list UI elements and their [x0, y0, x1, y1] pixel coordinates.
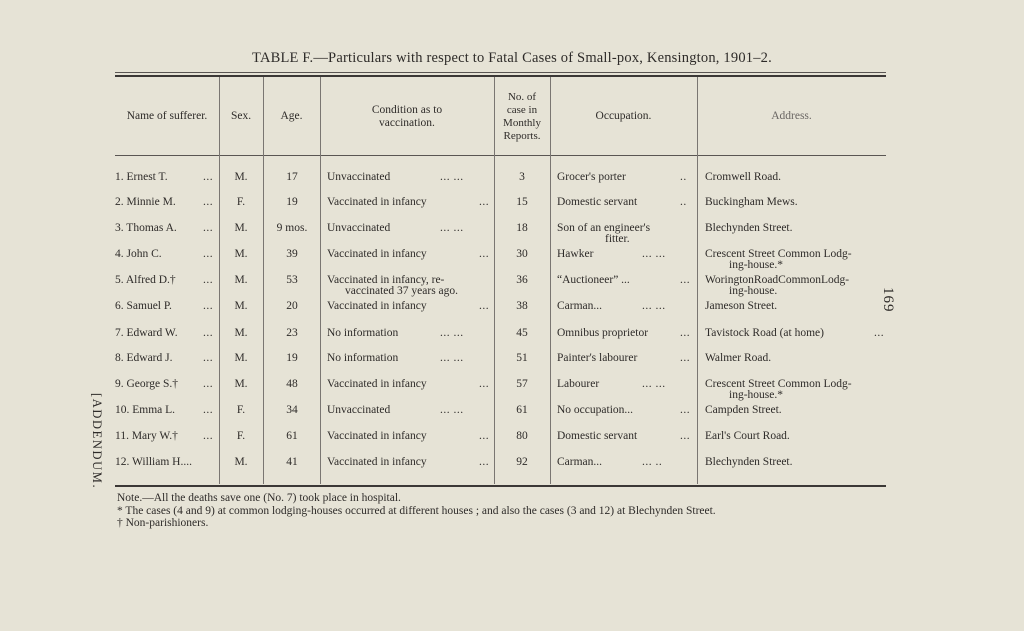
header-condition — [320, 78, 494, 155]
header-occupation-text: Occupation. — [595, 110, 652, 122]
vaccination-condition: Vaccinated in infancy — [327, 248, 427, 260]
header-name — [115, 78, 219, 155]
table-top-rule-thick — [115, 75, 886, 77]
header-name-text: Name of sufferer. — [126, 110, 208, 122]
footnote-non-parishioners: † Non-parishioners. — [117, 517, 209, 529]
age-value: 19 — [286, 196, 298, 208]
header-occupation — [550, 78, 697, 155]
case-number: 3 — [519, 171, 525, 183]
leader-dots: ... — [203, 248, 214, 260]
occupation-value: Domestic servant — [557, 196, 638, 208]
sufferer-name: 8. Edward J. — [115, 352, 173, 364]
leader-dots: ... ... — [440, 171, 464, 183]
header-address — [697, 78, 886, 155]
footnote-lodging-houses: * The cases (4 and 9) at common lodging-houses occurred at different houses ; and also the cases (3 and 12) at Blechynden Street. — [117, 504, 716, 517]
case-number: 61 — [516, 404, 528, 416]
header-case-line1: No. of — [507, 90, 537, 103]
sufferer-name: 2. Minnie M. — [115, 196, 176, 208]
occupation-value: Grocer's porter — [557, 171, 626, 183]
address-value-cont: ing-house.* — [729, 259, 783, 271]
sex-value: M. — [234, 274, 248, 286]
age-value: 53 — [286, 274, 298, 286]
vaccination-condition: No information — [327, 327, 399, 339]
age-value: 34 — [286, 404, 298, 416]
header-case-line4: Reports. — [503, 129, 541, 142]
vaccination-condition-cont: vaccinated 37 years ago. — [345, 285, 459, 297]
case-number: 51 — [516, 352, 528, 364]
leader-dots: ... — [680, 327, 691, 339]
address-value: Campden Street. — [705, 404, 782, 416]
leader-dots: ... ... — [642, 378, 666, 390]
vaccination-condition: Vaccinated in infancy — [327, 196, 427, 208]
case-number: 36 — [516, 274, 528, 286]
leader-dots: ... ... — [440, 404, 464, 416]
sufferer-name: 9. George S.† — [115, 378, 179, 390]
leader-dots: ... — [203, 196, 214, 208]
sex-value: M. — [234, 378, 248, 390]
leader-dots: ... — [479, 196, 490, 208]
occupation-value: No occupation... — [557, 404, 634, 416]
case-number: 18 — [516, 222, 528, 234]
sex-value: M. — [234, 352, 248, 364]
vaccination-condition: Unvaccinated — [327, 171, 391, 183]
occupation-value: Labourer — [557, 378, 600, 390]
age-value: 39 — [286, 248, 298, 260]
age-value: 19 — [286, 352, 298, 364]
leader-dots: ... — [203, 274, 214, 286]
sex-value: F. — [236, 196, 246, 208]
case-number: 92 — [516, 456, 528, 468]
header-age-text: Age. — [280, 110, 303, 122]
sex-value: F. — [236, 430, 246, 442]
leader-dots: ... — [203, 222, 214, 234]
table-bottom-rule — [115, 485, 886, 487]
leader-dots: ... — [874, 327, 885, 339]
occupation-value: Domestic servant — [557, 430, 638, 442]
leader-dots: ... .. — [642, 456, 663, 468]
address-value: Tavistock Road (at home) — [705, 327, 824, 339]
age-value: 61 — [286, 430, 298, 442]
sufferer-name: 6. Samuel P. — [115, 300, 172, 312]
leader-dots: ... — [203, 378, 214, 390]
address-value: Crescent Street Common Lodg- — [705, 248, 852, 260]
address-value: Blechynden Street. — [705, 222, 793, 234]
case-number: 15 — [516, 196, 528, 208]
sufferer-name: 3. Thomas A. — [115, 222, 177, 234]
age-value: 17 — [286, 171, 298, 183]
leader-dots: ... — [203, 352, 214, 364]
case-number: 80 — [516, 430, 528, 442]
leader-dots: ... — [479, 300, 490, 312]
case-number: 57 — [516, 378, 528, 390]
table-title: TABLE F.—Particulars with respect to Fatal Cases of Small-pox, Kensington, 1901–2. — [252, 50, 772, 66]
address-value: Earl's Court Road. — [705, 430, 790, 442]
leader-dots: .. — [680, 196, 687, 208]
leader-dots: ... ... — [440, 222, 464, 234]
leader-dots: ... ... — [440, 352, 464, 364]
occupation-value: “Auctioneer” ... — [557, 274, 630, 286]
occupation-value: Hawker — [557, 248, 594, 260]
leader-dots: ... — [680, 430, 691, 442]
header-address-text: Address. — [771, 110, 812, 122]
leader-dots: ... — [479, 378, 490, 390]
address-value: Cromwell Road. — [705, 171, 782, 183]
footnote-hospital: Note.—All the deaths save one (No. 7) took place in hospital. — [117, 492, 401, 504]
age-value: 23 — [286, 327, 298, 339]
leader-dots: ... — [203, 171, 214, 183]
occupation-value: Painter's labourer — [557, 352, 638, 364]
address-value: WoringtonRoadCommonLodg- — [705, 274, 850, 286]
sufferer-name: 5. Alfred D.† — [115, 274, 176, 286]
vaccination-condition: Vaccinated in infancy — [327, 300, 427, 312]
vaccination-condition: No information — [327, 352, 399, 364]
leader-dots: ... ... — [440, 327, 464, 339]
leader-dots: ... — [479, 430, 490, 442]
address-value: Blechynden Street. — [705, 456, 793, 468]
leader-dots: ... — [203, 404, 214, 416]
leader-dots: ... — [479, 456, 490, 468]
sex-value: M. — [234, 300, 248, 312]
age-value: 20 — [286, 300, 298, 312]
sex-value: M. — [234, 171, 248, 183]
case-number: 30 — [516, 248, 528, 260]
page-number: 169 — [880, 287, 896, 313]
header-sex-text: Sex. — [230, 110, 252, 122]
address-value: Crescent Street Common Lodg- — [705, 378, 852, 390]
occupation-value: Carman... — [557, 456, 603, 468]
sex-value: M. — [234, 327, 248, 339]
sex-value: M. — [234, 222, 248, 234]
sex-value: M. — [234, 456, 248, 468]
leader-dots: ... ... — [642, 300, 666, 312]
header-condition-line1: Condition as to — [371, 103, 443, 116]
address-value-cont: ing-house. — [729, 285, 778, 297]
leader-dots: .. — [680, 171, 687, 183]
age-value: 41 — [286, 456, 298, 468]
header-condition-line2: vaccination. — [379, 116, 435, 129]
header-sex — [219, 78, 263, 155]
sufferer-name: 10. Emma L. — [115, 404, 176, 416]
occupation-value: Son of an engineer's — [557, 222, 651, 234]
header-age — [263, 78, 320, 155]
age-value: 48 — [286, 378, 298, 390]
header-case-line2: case in — [506, 103, 538, 116]
sufferer-name: 12. William H.... — [115, 456, 192, 468]
sufferer-name: 7. Edward W. — [115, 327, 178, 339]
leader-dots: ... — [203, 327, 214, 339]
leader-dots: ... — [680, 404, 691, 416]
vaccination-condition: Vaccinated in infancy — [327, 456, 427, 468]
sufferer-name: 1. Ernest T. — [115, 171, 168, 183]
address-value: Walmer Road. — [705, 352, 772, 364]
header-case-line3: Monthly — [503, 116, 541, 129]
leader-dots: ... ... — [642, 248, 666, 260]
address-value: Buckingham Mews. — [705, 196, 798, 208]
vaccination-condition: Vaccinated in infancy — [327, 378, 427, 390]
sex-value: M. — [234, 248, 248, 260]
case-number: 38 — [516, 300, 528, 312]
footnotes — [117, 492, 716, 530]
leader-dots: ... — [479, 248, 490, 260]
address-value: Jameson Street. — [705, 300, 778, 312]
vaccination-condition: Unvaccinated — [327, 404, 391, 416]
age-value: 9 mos. — [276, 222, 308, 234]
addendum-label: [ADDENDUM. — [90, 393, 104, 490]
occupation-value: Carman... — [557, 300, 603, 312]
occupation-value: Omnibus proprietor — [557, 327, 649, 339]
leader-dots: ... — [203, 430, 214, 442]
vaccination-condition: Unvaccinated — [327, 222, 391, 234]
sufferer-name: 4. John C. — [115, 248, 162, 260]
leader-dots: ... — [680, 352, 691, 364]
header-case-number — [494, 78, 550, 155]
leader-dots: ... — [203, 300, 214, 312]
occupation-value-cont: fitter. — [605, 233, 630, 245]
leader-dots: ... — [680, 274, 691, 286]
vaccination-condition: Vaccinated in infancy — [327, 430, 427, 442]
table-top-rule — [115, 72, 886, 73]
sex-value: F. — [236, 404, 246, 416]
case-number: 45 — [516, 327, 528, 339]
header-bottom-rule — [115, 155, 886, 156]
address-value-cont: ing-house.* — [729, 389, 783, 401]
vaccination-condition: Vaccinated in infancy, re- — [327, 274, 445, 286]
sufferer-name: 11. Mary W.† — [115, 430, 178, 442]
